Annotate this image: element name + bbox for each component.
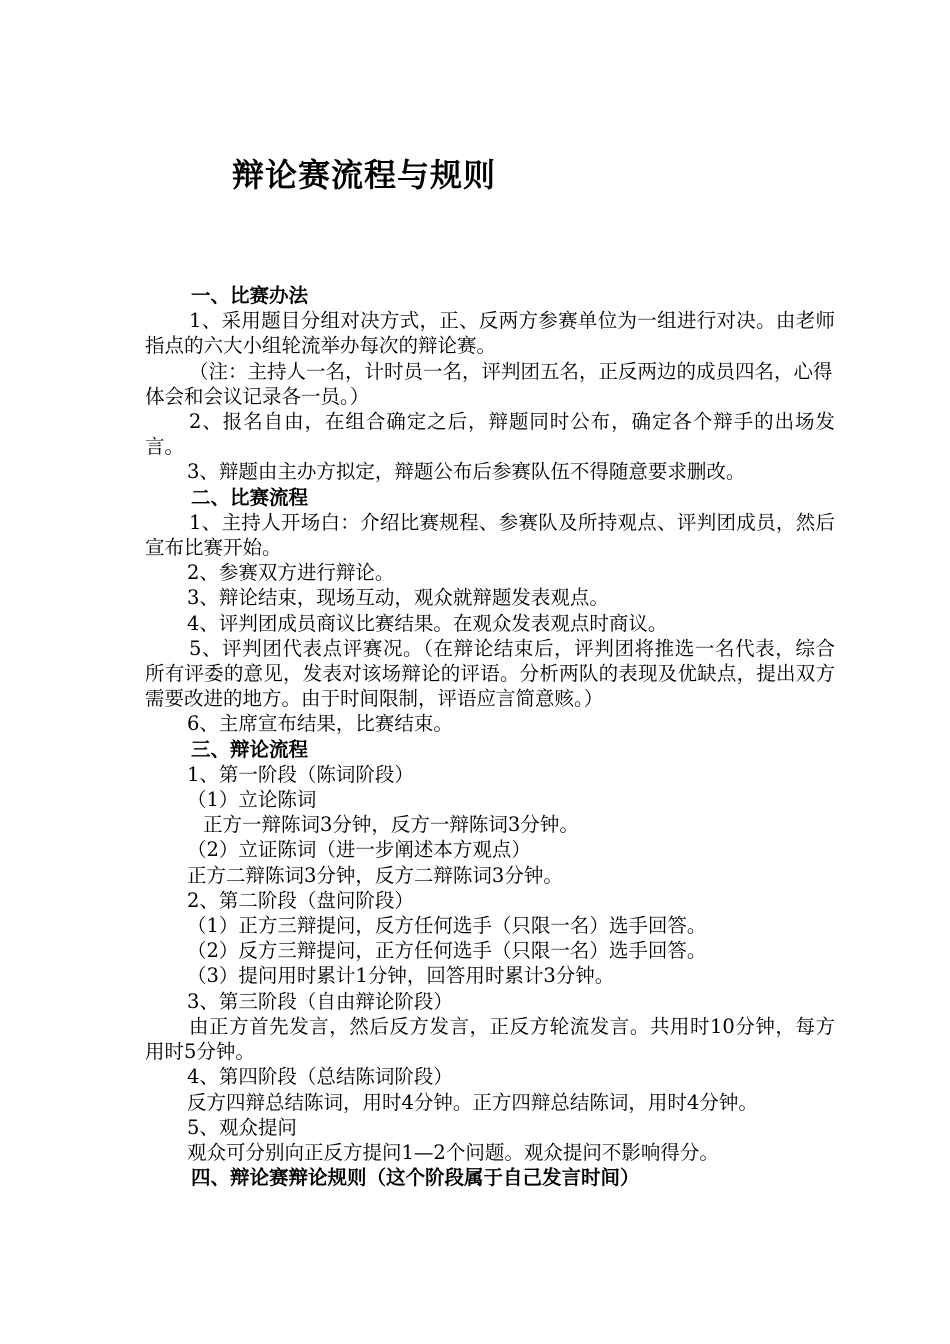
paragraph: 由正方首先发言，然后反方发言，正反方轮流发言。共用时10分钟，每方用时5分钟。 bbox=[145, 1014, 835, 1064]
section-heading-4: 四、辩论赛辩论规则（这个阶段属于自己发言时间） bbox=[191, 1166, 640, 1190]
document-body bbox=[145, 283, 835, 1190]
page-title: 辩论赛流程与规则 bbox=[232, 156, 497, 194]
note-paragraph: （注：主持人一名，计时员一名，评判团五名，正反两边的成员四名，心得体会和会议记录各一员。） bbox=[145, 359, 833, 408]
paragraph: 2、参赛双方进行辩论。 bbox=[187, 561, 395, 585]
paragraph: 观众可分别向正反方提问1—2个问题。观众提问不影响得分。 bbox=[187, 1140, 719, 1164]
sub-item: （3）提问用时累计1分钟，回答用时累计3分钟。 bbox=[187, 964, 615, 988]
sub-item: （1）立论陈词 bbox=[187, 788, 317, 812]
paragraph: 2、报名自由，在组合确定之后，辩题同时公布，确定各个辩手的出场发言。 bbox=[145, 410, 835, 459]
sub-item-text: 正方一辩陈词3分钟，反方一辩陈词3分钟。 bbox=[203, 813, 579, 837]
stage-heading: 4、第四阶段（总结陈词阶段） bbox=[187, 1065, 453, 1089]
paragraph: 4、评判团成员商议比赛结果。在观众发表观点时商议。 bbox=[187, 611, 668, 635]
paragraph: 3、辩论结束，现场互动，观众就辩题发表观点。 bbox=[187, 586, 609, 610]
paragraph: 6、主席宣布结果，比赛结束。 bbox=[187, 712, 453, 736]
sub-item-text: 正方二辩陈词3分钟，反方二辩陈词3分钟。 bbox=[187, 863, 563, 887]
paragraph: 反方四辩总结陈词，用时4分钟。正方四辩总结陈词，用时4分钟。 bbox=[187, 1090, 758, 1114]
paragraph: 1、主持人开场白：介绍比赛规程、参赛队及所持观点、评判团成员，然后宣布比赛开始。 bbox=[145, 510, 835, 560]
sub-item: （1）正方三辩提问，反方任何选手（只限一名）选手回答。 bbox=[187, 914, 707, 938]
section-heading-2: 二、比赛流程 bbox=[191, 485, 309, 509]
stage-heading: 2、第二阶段（盘问阶段） bbox=[187, 888, 414, 912]
section-heading-1: 一、比赛办法 bbox=[191, 284, 309, 307]
sub-item: （2）反方三辩提问，正方任何选手（只限一名）选手回答。 bbox=[187, 939, 707, 963]
paragraph: 5、评判团代表点评赛况。（在辩论结束后，评判团将推选一名代表，综合所有评委的意见，发表对该场辩论的评语。分析两队的表现及优缺点，提出双方需要改进的地方。由于时间限制，评语应言简意赅。） bbox=[145, 636, 835, 711]
section-heading-3: 三、辩论流程 bbox=[191, 737, 309, 761]
stage-heading: 3、第三阶段（自由辩论阶段） bbox=[187, 989, 453, 1013]
sub-item: （2）立证陈词（进一步阐述本方观点） bbox=[187, 838, 531, 862]
stage-heading: 5、观众提问 bbox=[187, 1115, 297, 1139]
paragraph: 1、采用题目分组对决方式，正、反两方参赛单位为一组进行对决。由老师指点的六大小组轮流举办每次的辩论赛。 bbox=[145, 309, 835, 358]
stage-heading: 1、第一阶段（陈词阶段） bbox=[187, 762, 414, 786]
paragraph: 3、辩题由主办方拟定，辩题公布后参赛队伍不得随意要求删改。 bbox=[187, 460, 746, 484]
